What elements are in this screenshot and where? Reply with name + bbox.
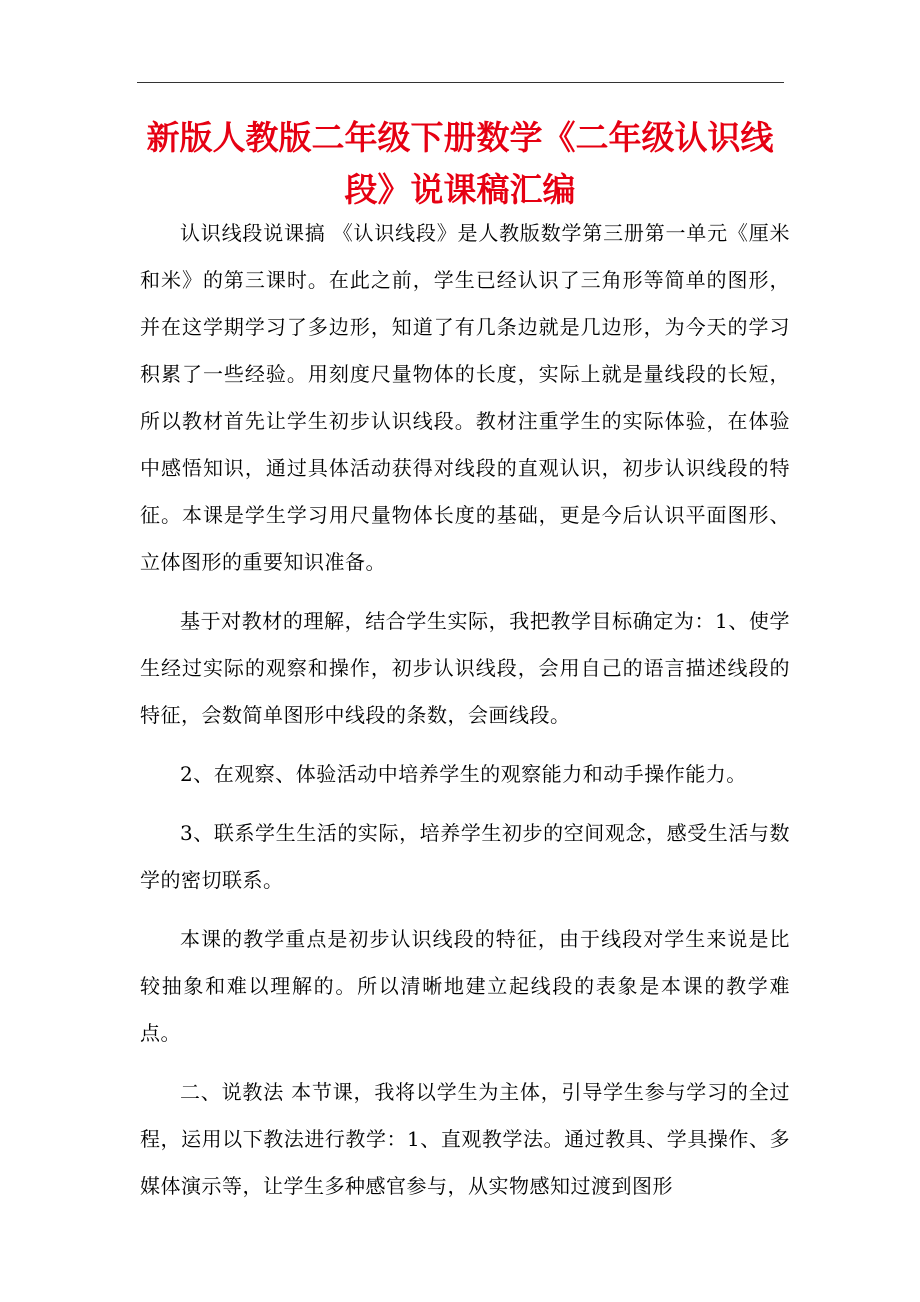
paragraph-objective-3: 3、联系学生生活的实际，培养学生初步的空间观念，感受生活与数学的密切联系。 xyxy=(140,821,790,892)
paragraph-key-points: 本课的教学重点是初步认识线段的特征，由于线段对学生来说是比较抽象和难以理解的。所以清晰地建立起线段的表象是本课的教学难点。 xyxy=(140,927,790,1045)
paragraph-intro: 认识线段说课搞 《认识线段》是人教版数学第三册第一单元《厘米和米》的第三课时。在此之前，学生已经认识了三角形等简单的图形，并在这学期学习了多边形，知道了有几条边就是几边形，为今天的学习积累了一些经验。用刻度尺量物体的长度，实际上就是量线段的长短，所以教材首先让学生初步认识线段。教材注重学生的实际体验，在体验中感悟知识，通过具体活动获得对线段的直观认识，初步认识线段的特征。本课是学生学习用尺量物体长度的基础，更是今后认识平面图形、立体图形的重要知识准备。 xyxy=(140,221,790,574)
paragraph-objectives: 基于对教材的理解，结合学生实际，我把教学目标确定为：1、使学生经过实际的观察和操作，初步认识线段，会用自己的语言描述线段的特征，会数简单图形中线段的条数，会画线段。 xyxy=(140,609,790,727)
document-title: 新版人教版二年级下册数学《二年级认识线段》说课稿汇编 xyxy=(146,118,774,209)
document-body xyxy=(140,210,790,1222)
header-rule xyxy=(137,82,784,83)
paragraph-objective-2: 2、在观察、体验活动中培养学生的观察能力和动手操作能力。 xyxy=(180,762,747,786)
paragraph-teaching-method: 二、说教法 本节课，我将以学生为主体，引导学生参与学习的全过程，运用以下教法进行教学：1、直观教学法。通过教具、学具操作、多媒体演示等，让学生多种感官参与，从实物感知过渡到图形 xyxy=(140,1080,790,1198)
